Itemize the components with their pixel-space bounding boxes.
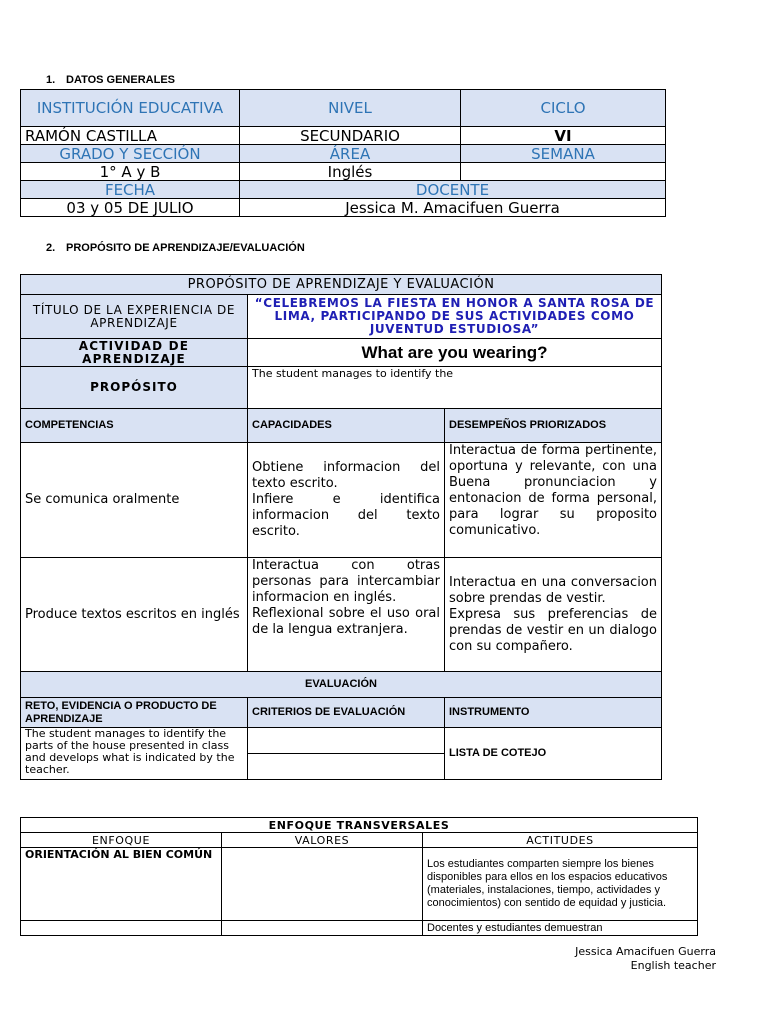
header-grado: GRADO Y SECCIÓN: [21, 145, 240, 163]
section-1-label: DATOS GENERALES: [66, 74, 175, 86]
header-semana: SEMANA: [461, 145, 666, 163]
title-value: “CELEBREMOS LA FIESTA EN HONOR A SANTA ROSA DE LIMA, PARTICIPANDO DE SUS ACTIVIDADES COMO JUVENTUD ESTUDIOSA”: [248, 295, 662, 339]
competencia-1: Se comunica oralmente: [21, 443, 248, 558]
competencia-2: Produce textos escritos en inglés: [21, 558, 248, 672]
col-actitudes: ACTITUDES: [423, 833, 698, 848]
criterio-cell-1: [248, 728, 445, 754]
value-institucion: RAMÓN CASTILLA: [21, 127, 240, 145]
section-2-number: 2.: [46, 242, 56, 254]
activity-label: ACTIVIDAD DE APRENDIZAJE: [21, 339, 248, 367]
col-instrumento: INSTRUMENTO: [445, 698, 662, 728]
evaluation-header: EVALUACIÓN: [21, 672, 662, 698]
col-enfoque: ENFOQUE: [21, 833, 222, 848]
section-2-title: [46, 242, 305, 254]
header-institucion: INSTITUCIÓN EDUCATIVA: [21, 90, 240, 127]
section-1-title: [46, 74, 175, 86]
footer-role: English teacher: [630, 959, 716, 972]
value-docente: Jessica M. Amacifuen Guerra: [240, 199, 666, 217]
footer-name: Jessica Amacifuen Guerra: [575, 945, 716, 958]
actitudes-row-2: Docentes y estudiantes demuestran: [423, 921, 698, 936]
purpose-label: PROPÓSITO: [21, 367, 248, 409]
activity-value: What are you wearing?: [248, 339, 662, 367]
reto-value: The student manages to identify the parts of the house presented in class and develops what is indicated by the teacher.: [21, 728, 248, 780]
header-docente: DOCENTE: [240, 181, 666, 199]
value-semana: [461, 163, 666, 181]
header-nivel: NIVEL: [240, 90, 461, 127]
transversal-header: ENFOQUE TRANSVERSALES: [21, 818, 698, 833]
section-1-number: 1.: [46, 74, 56, 86]
desempenos-2: Interactua en una conversacion sobre prendas de vestir. Expresa sus preferencias de prendas de vestir en un dialogo con su compañero.: [445, 558, 662, 672]
col-competencias: COMPETENCIAS: [21, 409, 248, 443]
instrumento-value: LISTA DE COTEJO: [445, 728, 662, 780]
value-ciclo: VI: [461, 127, 666, 145]
footer-signature: [575, 945, 716, 973]
col-reto: RETO, EVIDENCIA O PRODUCTO DE APRENDIZAJE: [21, 698, 248, 728]
col-desempenos: DESEMPEÑOS PRIORIZADOS: [445, 409, 662, 443]
header-fecha: FECHA: [21, 181, 240, 199]
capacidades-2: Interactua con otras personas para intercambiar informacion en inglés. Reflexional sobre el uso oral de la lengua extranjera.: [248, 558, 445, 672]
col-criterios: CRITERIOS DE EVALUACIÓN: [248, 698, 445, 728]
value-fecha: 03 y 05 DE JULIO: [21, 199, 240, 217]
valores-row-2: [222, 921, 423, 936]
value-nivel: SECUNDARIO: [240, 127, 461, 145]
criterio-cell-2: [248, 754, 445, 780]
purpose-value: The student manages to identify the: [248, 367, 662, 409]
desempenos-1: Interactua de forma pertinente, oportuna y relevante, con una Buena pronunciacion y entonacion de forma personal, para lograr su proposito comunicativo.: [445, 443, 662, 558]
purpose-header: PROPÓSITO DE APRENDIZAJE Y EVALUACIÓN: [21, 275, 662, 295]
capacidades-1: Obtiene informacion del texto escrito. Infiere e identifica informacion del texto escrito.: [248, 443, 445, 558]
transversal-table: [20, 817, 698, 936]
valores-cell: [222, 848, 423, 921]
title-label: TÍTULO DE LA EXPERIENCIA DE APRENDIZAJE: [21, 295, 248, 339]
enfoque-row-2: [21, 921, 222, 936]
value-grado: 1° A y B: [21, 163, 240, 181]
purpose-table: [20, 274, 662, 780]
value-area: Inglés: [240, 163, 461, 181]
enfoque-row-label: ORIENTACIÓN AL BIEN COMÚN: [21, 848, 222, 921]
header-ciclo: CICLO: [461, 90, 666, 127]
actitudes-row-1: Los estudiantes comparten siempre los bienes disponibles para ellos en los espacios educativos (materiales, instalaciones, tiempo, actividades y conocimientos) con sentido de equidad y justicia.: [423, 848, 698, 921]
header-area: ÁREA: [240, 145, 461, 163]
col-capacidades: CAPACIDADES: [248, 409, 445, 443]
section-2-label: PROPÓSITO DE APRENDIZAJE/EVALUACIÓN: [66, 242, 305, 254]
general-data-table: [20, 89, 666, 217]
col-valores: VALORES: [222, 833, 423, 848]
